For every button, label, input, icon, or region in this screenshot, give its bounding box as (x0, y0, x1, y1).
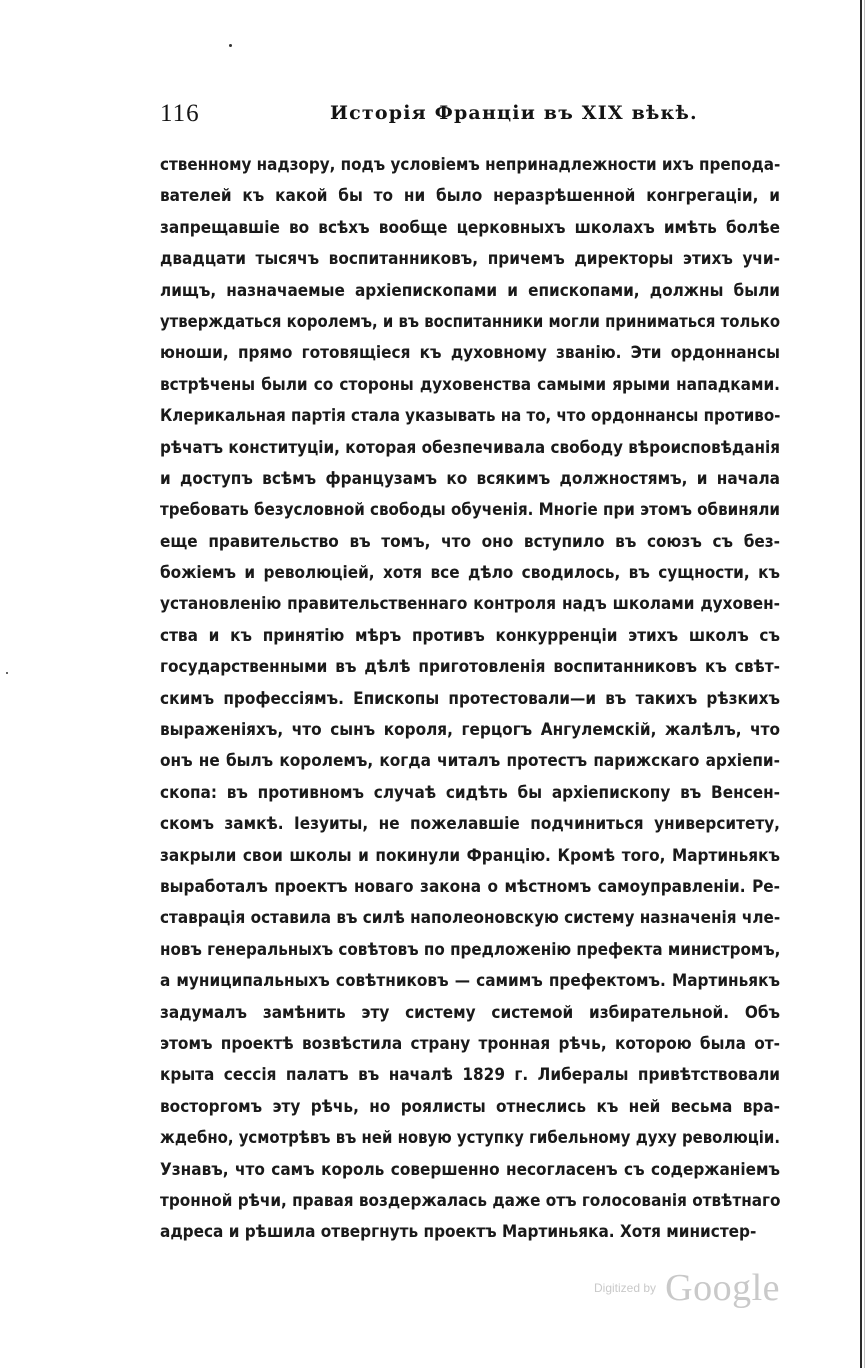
text-line: встрѣчены были со стороны духовенства самыми ярыми нападками. (160, 374, 780, 395)
text-line: ждебно, усмотрѣвъ въ ней новую уступку гибельному духу революціи. (160, 1128, 780, 1149)
page-number: 116 (160, 100, 200, 127)
text-line: лищъ, назначаемые архіепископами и епископами, должны были (160, 280, 780, 301)
scan-speck (6, 672, 8, 674)
text-line: вателей къ какой бы то ни было неразрѣшенной конгрегаціи, и (160, 186, 780, 207)
text-line: восторгомъ эту рѣчь, но роялисты отнеслись къ ней весьма вра- (160, 1096, 780, 1117)
text-line: ства и къ принятію мѣръ противъ конкурренціи этихъ школъ съ (160, 625, 780, 646)
text-line: тронной рѣчи, правая воздержалась даже отъ голосованія отвѣтнаго (160, 1190, 781, 1211)
text-line: двадцати тысячъ воспитанниковъ, причемъ директоры этихъ учи- (160, 249, 780, 270)
text-line: требовать безусловной свободы обученія. Многіе при этомъ обвиняли (160, 500, 781, 521)
page-edge-line (864, 0, 865, 1368)
watermark-logo: Google (665, 1267, 780, 1309)
text-line: и доступъ всѣмъ французамъ ко всякимъ должностямъ, и начала (160, 468, 780, 489)
text-line: ственному надзору, подъ условіемъ непринадлежности ихъ препода- (160, 155, 780, 175)
page-edge-shadow (860, 0, 862, 1368)
body-text (160, 150, 780, 1249)
text-line: еще правительство въ томъ, что оно вступило въ союзъ съ без- (160, 531, 780, 552)
text-line: утверждаться королемъ, и въ воспитанники могли приниматься только (160, 311, 781, 332)
text-line: установленію правительственнаго контроля надъ школами духовен- (160, 594, 780, 615)
text-line: новъ генеральныхъ совѣтовъ по предложенію префекта министромъ, (160, 939, 780, 960)
text-line: онъ не былъ королемъ, когда читалъ протестъ парижскаго архіепи- (160, 751, 780, 772)
scan-speck (229, 44, 232, 47)
text-line: Узнавъ, что самъ король совершенно несогласенъ съ содержаніемъ (160, 1159, 780, 1180)
text-line: выраженіяхъ, что сынъ короля, герцогъ Ангулемскій, жалѣлъ, что (160, 720, 780, 741)
text-line: крыта сессія палатъ въ началѣ 1829 г. Либералы привѣтствовали (160, 1065, 780, 1086)
text-line: скомъ замкѣ. Іезуиты, не пожелавшіе подчиниться университету, (160, 814, 780, 835)
text-line: закрыли свои школы и покинули Францію. Кромѣ того, Мартиньякъ (160, 845, 780, 866)
text-line: а муниципальныхъ совѣтниковъ — самимъ префектомъ. Мартиньякъ (160, 971, 780, 992)
digitized-watermark (594, 1266, 780, 1310)
text-line: запрещавшіе во всѣхъ вообще церковныхъ школахъ имѣть болѣе (160, 217, 780, 238)
text-line: выработалъ проектъ новаго закона о мѣстномъ самоуправленіи. Ре- (160, 876, 780, 897)
text-line: юноши, прямо готовящіеся къ духовному званію. Эти ордоннансы (160, 343, 780, 364)
text-line: задумалъ замѣнить эту систему системой избирательной. Объ (160, 1002, 780, 1023)
watermark-prefix: Digitized by (594, 1281, 657, 1295)
text-line: Клерикальная партія стала указывать на то, что ордоннансы противо- (160, 406, 781, 427)
text-line: божіемъ и революціей, хотя все дѣло сводилось, въ сущности, къ (160, 563, 780, 584)
running-title: Исторія Франціи въ XIX вѣкѣ. (330, 102, 698, 124)
text-line: государственными въ дѣлѣ приготовленія воспитанниковъ къ свѣт- (160, 657, 780, 678)
text-line: скимъ профессіямъ. Епископы протестовали—и въ такихъ рѣзкихъ (160, 688, 780, 709)
page-header (160, 100, 780, 134)
text-line: этомъ проектѣ возвѣстила страну тронная рѣчь, которою была от- (160, 1033, 780, 1054)
text-line: адреса и рѣшила отвергнуть проектъ Мартиньяка. Хотя министер- (160, 1222, 757, 1243)
text-line: ставрація оставила въ силѣ наполеоновскую систему назначенія чле- (160, 908, 781, 929)
text-line: рѣчатъ конституціи, которая обезпечивала свободу вѣроисповѣданія (160, 437, 781, 458)
text-line: скопа: въ противномъ случаѣ сидѣть бы архіепископу въ Венсен- (160, 782, 780, 803)
